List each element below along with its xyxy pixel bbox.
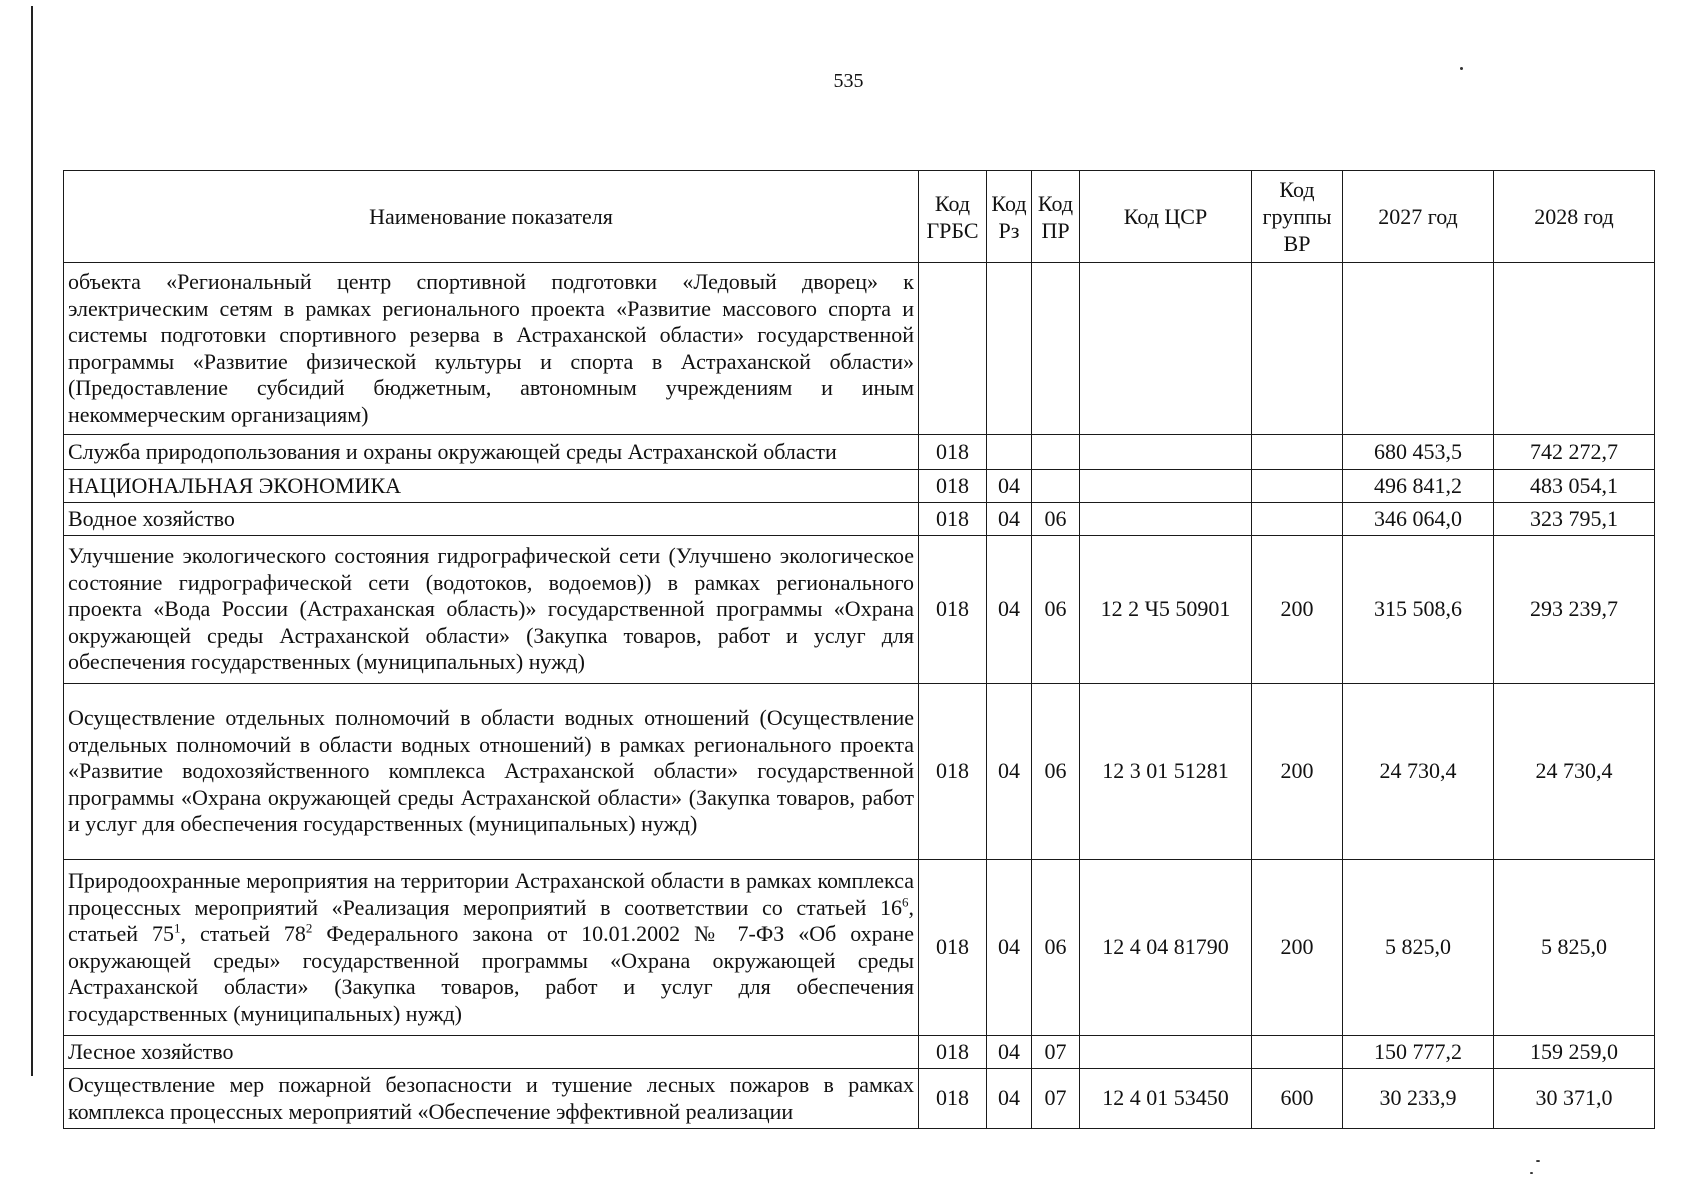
row-csr — [1080, 435, 1252, 470]
row-grbs: 018 — [919, 860, 987, 1036]
row-csr: 12 4 01 53450 — [1080, 1069, 1252, 1129]
row-name-part: Природоохранные мероприятия на территории Астраханской области в рамках комплекса процессных мероприятий «Реализация мероприятий в соответствии со статьей 16 — [68, 868, 914, 920]
scan-speck — [1460, 67, 1463, 70]
scan-speck — [1530, 1172, 1533, 1174]
row-grbs: 018 — [919, 435, 987, 470]
row-name: Лесное хозяйство — [64, 1036, 919, 1069]
row-2028: 159 259,0 — [1494, 1036, 1655, 1069]
row-rz: 04 — [987, 536, 1032, 684]
row-csr — [1080, 470, 1252, 503]
table-row — [64, 536, 1655, 684]
row-rz: 04 — [987, 503, 1032, 536]
row-2027: 315 508,6 — [1343, 536, 1494, 684]
row-name: Служба природопользования и охраны окружающей среды Астраханской области — [64, 435, 919, 470]
row-pr: 06 — [1032, 503, 1080, 536]
row-rz — [987, 435, 1032, 470]
header-grbs: Код ГРБС — [919, 171, 987, 263]
row-pr: 07 — [1032, 1069, 1080, 1129]
row-vr: 200 — [1252, 684, 1343, 860]
header-vr: Код группы ВР — [1252, 171, 1343, 263]
header-2027: 2027 год — [1343, 171, 1494, 263]
row-rz: 04 — [987, 470, 1032, 503]
row-2027 — [1343, 263, 1494, 435]
scan-speck — [1536, 1160, 1540, 1162]
row-name-part: , статьей 78 — [180, 921, 306, 946]
row-2028: 742 272,7 — [1494, 435, 1655, 470]
row-rz — [987, 263, 1032, 435]
row-2027: 346 064,0 — [1343, 503, 1494, 536]
row-vr: 200 — [1252, 860, 1343, 1036]
row-pr: 06 — [1032, 684, 1080, 860]
table-header-row — [64, 171, 1655, 263]
row-2028: 30 371,0 — [1494, 1069, 1655, 1129]
row-pr — [1032, 263, 1080, 435]
left-margin-line — [31, 6, 33, 1076]
header-rz: Код Рз — [987, 171, 1032, 263]
row-vr — [1252, 503, 1343, 536]
row-grbs: 018 — [919, 470, 987, 503]
row-2027: 24 730,4 — [1343, 684, 1494, 860]
row-pr — [1032, 435, 1080, 470]
row-csr — [1080, 263, 1252, 435]
row-2028 — [1494, 263, 1655, 435]
row-pr — [1032, 470, 1080, 503]
table-row — [64, 1069, 1655, 1129]
header-name: Наименование показателя — [64, 171, 919, 263]
row-grbs: 018 — [919, 684, 987, 860]
row-grbs: 018 — [919, 1069, 987, 1129]
row-name-part: Федерального закона от 10.01.2002 № 7-ФЗ «Об охране окружающей среды» государственной программы «Охрана окружающей среды Астраханской области» (Закупка товаров, работ и услуг для обеспечения государственных (муниципальных) нужд) — [68, 921, 914, 1026]
row-name: Осуществление мер пожарной безопасности и тушение лесных пожаров в рамках комплекса процессных мероприятий «Обеспечение эффективной реализации — [64, 1069, 919, 1129]
row-vr — [1252, 1036, 1343, 1069]
table-row — [64, 263, 1655, 435]
row-2027: 30 233,9 — [1343, 1069, 1494, 1129]
row-rz: 04 — [987, 860, 1032, 1036]
row-name: НАЦИОНАЛЬНАЯ ЭКОНОМИКА — [64, 470, 919, 503]
table-row — [64, 860, 1655, 1036]
row-2028: 293 239,7 — [1494, 536, 1655, 684]
header-pr: Код ПР — [1032, 171, 1080, 263]
budget-table — [63, 170, 1655, 1129]
row-csr: 12 2 Ч5 50901 — [1080, 536, 1252, 684]
row-name-part: , статьей 75 — [68, 894, 914, 946]
row-2027: 5 825,0 — [1343, 860, 1494, 1036]
row-2028: 323 795,1 — [1494, 503, 1655, 536]
row-name: Осуществление отдельных полномочий в области водных отношений (Осуществление отдельных полномочий в области водных отношений) в рамках регионального проекта «Развитие водохозяйственного комплекса Астраханской области» государственной программы «Охрана окружающей среды Астраханской области» (Закупка товаров, работ и услуг для обеспечения государственных (муниципальных) нужд) — [64, 684, 919, 860]
table-row — [64, 1036, 1655, 1069]
row-vr: 600 — [1252, 1069, 1343, 1129]
table-row — [64, 684, 1655, 860]
row-2027: 150 777,2 — [1343, 1036, 1494, 1069]
row-rz: 04 — [987, 684, 1032, 860]
row-rz: 04 — [987, 1069, 1032, 1129]
row-rz: 04 — [987, 1036, 1032, 1069]
row-csr: 12 3 01 51281 — [1080, 684, 1252, 860]
page-number: 535 — [833, 70, 864, 92]
row-name: Улучшение экологического состояния гидрографической сети (Улучшено экологическое состояние гидрографической сети (водотоков, водоемов)) в рамках регионального проекта «Вода России (Астраханская область)» государственной программы «Охрана окружающей среды Астраханской области» (Закупка товаров, работ и услуг для обеспечения государственных (муниципальных) нужд) — [64, 536, 919, 684]
header-2028: 2028 год — [1494, 171, 1655, 263]
row-vr — [1252, 263, 1343, 435]
row-name-superscript: 6 — [902, 894, 909, 910]
row-csr — [1080, 503, 1252, 536]
header-csr: Код ЦСР — [1080, 171, 1252, 263]
row-name: Водное хозяйство — [64, 503, 919, 536]
row-vr — [1252, 435, 1343, 470]
row-name: объекта «Региональный центр спортивной подготовки «Ледовый дворец» к электрическим сетям в рамках регионального проекта «Развитие массового спорта и системы подготовки спортивного резерва в Астраханской области» государственной программы «Развитие физической культуры и спорта в Астраханской области» (Предоставление субсидий бюджетным, автономным учреждениям и иным некоммерческим организациям) — [64, 263, 919, 435]
row-2028: 483 054,1 — [1494, 470, 1655, 503]
row-name-superscript: 1 — [173, 920, 181, 936]
row-vr — [1252, 470, 1343, 503]
row-grbs: 018 — [919, 536, 987, 684]
row-name — [64, 860, 919, 1036]
row-csr: 12 4 04 81790 — [1080, 860, 1252, 1036]
row-name-superscript: 2 — [305, 920, 313, 936]
table-row — [64, 470, 1655, 503]
row-pr: 06 — [1032, 860, 1080, 1036]
table-row — [64, 503, 1655, 536]
table-row — [64, 435, 1655, 470]
row-grbs: 018 — [919, 503, 987, 536]
row-2028: 5 825,0 — [1494, 860, 1655, 1036]
row-2027: 496 841,2 — [1343, 470, 1494, 503]
row-csr — [1080, 1036, 1252, 1069]
row-grbs — [919, 263, 987, 435]
row-pr: 07 — [1032, 1036, 1080, 1069]
row-pr: 06 — [1032, 536, 1080, 684]
row-grbs: 018 — [919, 1036, 987, 1069]
row-2027: 680 453,5 — [1343, 435, 1494, 470]
row-vr: 200 — [1252, 536, 1343, 684]
row-2028: 24 730,4 — [1494, 684, 1655, 860]
